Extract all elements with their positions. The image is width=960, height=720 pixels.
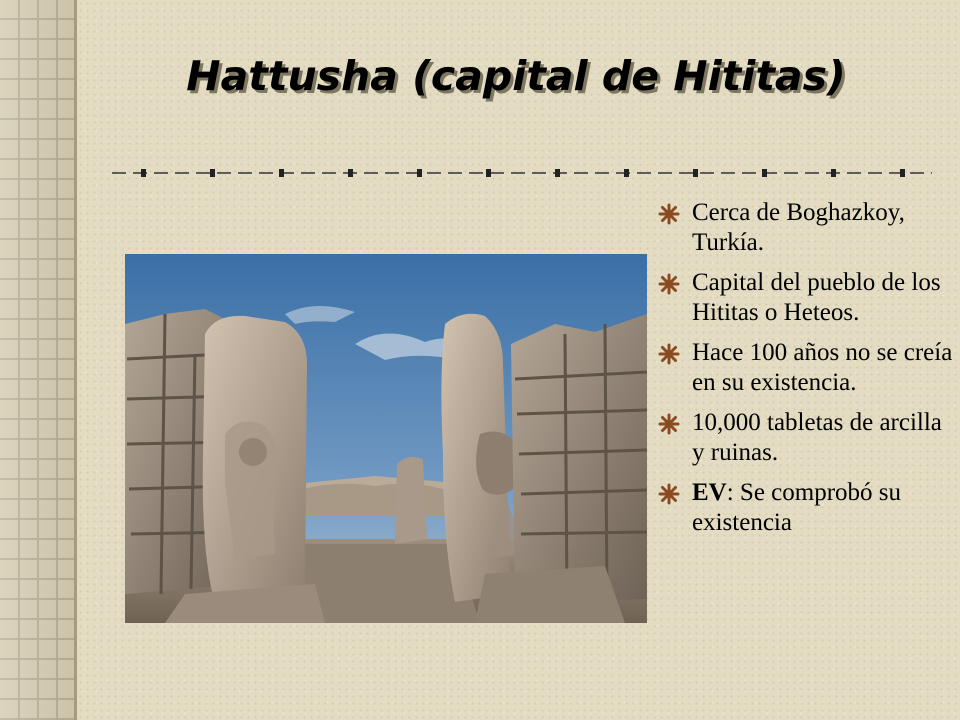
sidebar-edge bbox=[74, 0, 77, 720]
bullet-item bbox=[658, 268, 954, 328]
bullet-item bbox=[658, 338, 954, 398]
bullet-text: Cerca de Boghazkoy, Turkía. bbox=[692, 199, 905, 256]
bullet-label: EV bbox=[692, 479, 727, 506]
asterisk-star-icon bbox=[658, 273, 680, 295]
asterisk-star-icon bbox=[658, 483, 680, 505]
asterisk-star-icon bbox=[658, 203, 680, 225]
bullet-item bbox=[658, 198, 954, 258]
lion-gate-photo bbox=[125, 254, 647, 623]
bullet-text: 10,000 tabletas de arcilla y ruinas. bbox=[692, 409, 942, 466]
asterisk-star-icon bbox=[658, 343, 680, 365]
bullet-text: Hace 100 años no se creía en su existencia. bbox=[692, 339, 953, 396]
sidebar-shade bbox=[0, 0, 76, 720]
slide-title: Hattusha (capital de Hititas) bbox=[186, 52, 846, 100]
bullet-list bbox=[658, 198, 954, 548]
bullet-text: Capital del pueblo de los Hititas o Heteos. bbox=[692, 269, 941, 326]
asterisk-star-icon bbox=[658, 413, 680, 435]
dashed-divider bbox=[112, 162, 932, 184]
bullet-item bbox=[658, 408, 954, 468]
bullet-item bbox=[658, 478, 954, 538]
bullet-text: : Se comprobó su existencia bbox=[692, 479, 902, 536]
